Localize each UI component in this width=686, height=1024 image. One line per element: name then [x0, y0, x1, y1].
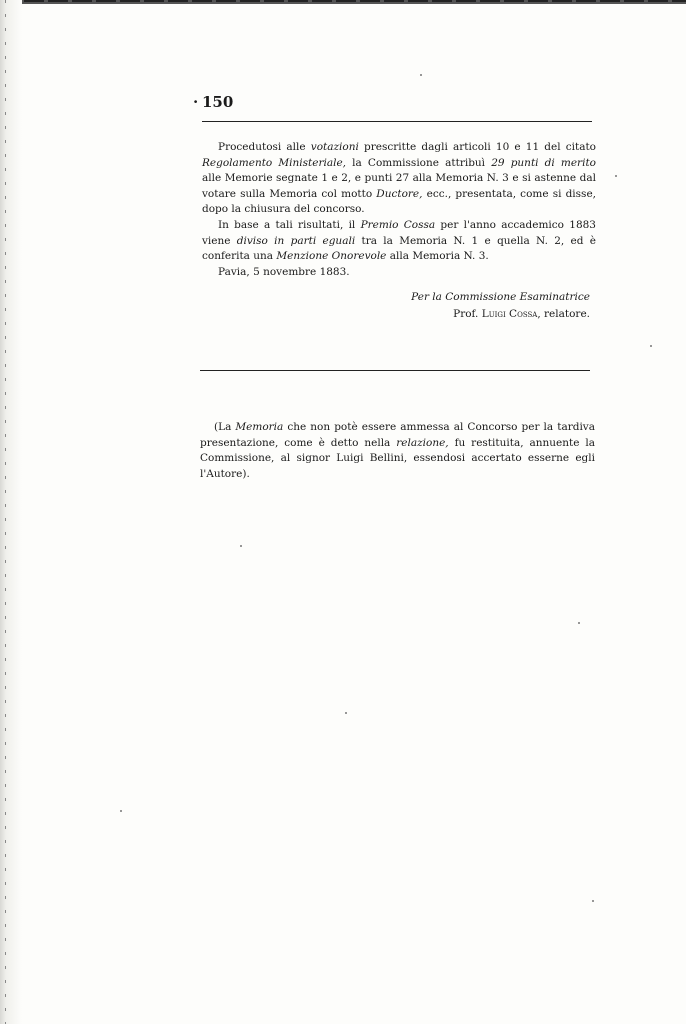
scan-speck	[650, 345, 652, 347]
text-run: alle Memorie segnate 1 e 2, e punti 27 alla Memoria N. 3 e si astenne dal votare sulla Memoria col motto	[202, 172, 596, 200]
italic-run: Memoria	[235, 421, 284, 433]
italic-run: relazione,	[396, 436, 449, 449]
italic-run: Regolamento Ministeriale,	[202, 156, 346, 169]
scan-speck	[592, 900, 594, 902]
text-run: (La	[214, 421, 236, 433]
italic-run: votazioni	[310, 141, 359, 153]
footnote-paragraph	[200, 420, 595, 482]
scan-speck	[120, 810, 122, 812]
text-run: In base a tali risultati, il	[218, 218, 361, 231]
italic-run: Premio Cossa	[360, 218, 436, 231]
scan-speck	[615, 175, 617, 177]
italic-run: 29 punti di merito	[491, 156, 596, 169]
header-rule	[202, 121, 592, 122]
scan-top-edge-dashes	[0, 0, 686, 2]
scan-speck	[240, 545, 242, 547]
text-run: la Commissione attribuì	[346, 156, 492, 169]
scan-speck	[578, 622, 580, 624]
text-run: che non potè essere ammessa al Concorso per la tardiva presentazione, come è detto nella	[200, 421, 595, 449]
text-run: Procedutosi alle	[218, 141, 311, 153]
paragraph-votazioni	[202, 140, 596, 218]
italic-run: diviso in parti eguali	[236, 234, 356, 247]
italic-run: Menzione Onorevole	[276, 250, 387, 263]
signature-block	[380, 289, 590, 323]
scan-speck	[345, 712, 347, 714]
section-rule	[200, 370, 590, 371]
signature-name: Luigi Cossa	[481, 308, 538, 320]
signature-prefix: Prof.	[453, 308, 482, 320]
scan-left-edge	[0, 0, 22, 1024]
text-run: per l'anno accademico 1883 viene	[202, 218, 596, 247]
footnote-block	[200, 420, 595, 482]
paragraph-date: Pavia, 5 novembre 1883.	[218, 265, 350, 278]
main-text	[202, 140, 596, 280]
signature-suffix: , relatore.	[537, 308, 590, 320]
text-run: alla Memoria N. 3.	[386, 250, 489, 263]
text-run: prescritte dagli articoli 10 e 11 del citato	[358, 141, 596, 153]
text-run: tra la Memoria N. 1 e quella N. 2, ed è conferita una	[202, 234, 596, 263]
signature-commission: Per la Commissione Esaminatrice	[411, 291, 590, 303]
italic-run: Ductore,	[376, 187, 423, 200]
page-number: · 150	[202, 93, 233, 111]
signature-author	[380, 306, 590, 323]
paragraph-premio	[202, 218, 596, 265]
text-run: ecc., presentata, come si disse, dopo la chiusura del concorso.	[202, 187, 596, 216]
text-run: fu restituita, annuente la Commissione, al signor Luigi Bellini, essendosi accertato esserne egli l'Autore).	[200, 436, 595, 480]
scan-speck	[420, 74, 422, 76]
